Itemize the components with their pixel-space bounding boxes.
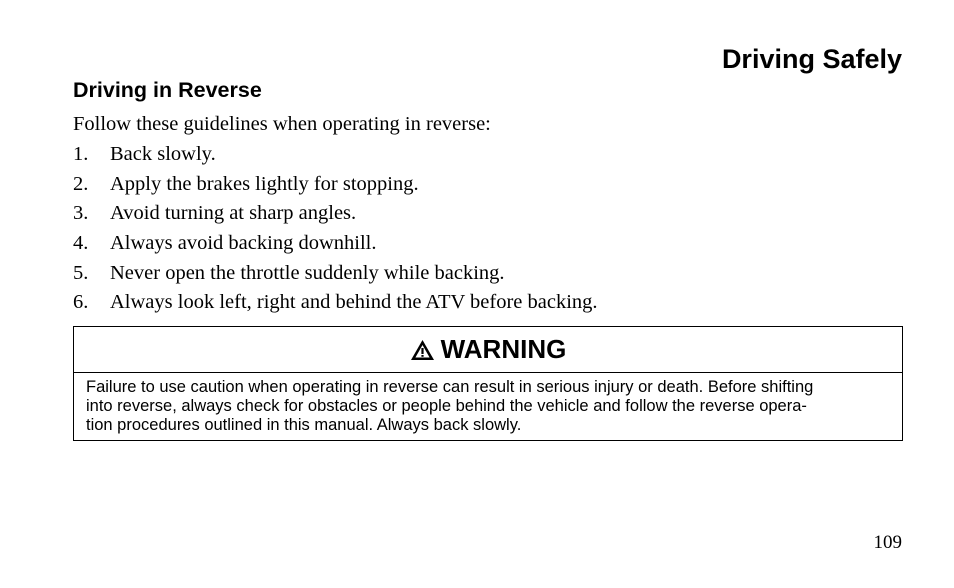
item-number: 5. [73, 261, 89, 284]
list-item [73, 231, 598, 261]
item-text: Avoid turning at sharp angles. [110, 202, 357, 225]
section-heading: Driving in Reverse [73, 78, 262, 102]
warning-text [74, 373, 902, 435]
item-text: Always look left, right and behind the ATV before backing. [110, 291, 598, 314]
list-item [73, 290, 598, 320]
list-item [73, 172, 598, 202]
item-text: Always avoid backing downhill. [110, 232, 377, 255]
item-number: 1. [73, 143, 89, 165]
warning-line: tion procedures outlined in this manual. Always back slowly. [86, 416, 522, 434]
guideline-list [73, 142, 598, 320]
chapter-title: Driving Safely [721, 44, 902, 74]
warning-header [74, 327, 902, 373]
list-item [73, 261, 598, 291]
list-item [73, 142, 598, 172]
warning-line: Failure to use caution when operating in reverse can result in serious injury or death. Before shifting [86, 378, 814, 396]
warning-line: into reverse, always check for obstacles or people behind the vehicle and follow the reverse opera- [86, 397, 807, 415]
warning-label: WARNING [440, 334, 567, 364]
item-text: Never open the throttle suddenly while backing. [110, 261, 505, 284]
item-number: 4. [73, 232, 89, 255]
warning-triangle-icon [410, 339, 435, 361]
list-item [73, 201, 598, 231]
item-text: Back slowly. [110, 143, 216, 165]
intro-paragraph: Follow these guidelines when operating in reverse: [73, 113, 491, 135]
item-number: 3. [73, 202, 89, 225]
item-text: Apply the brakes lightly for stopping. [110, 172, 419, 195]
item-number: 2. [73, 172, 89, 195]
page-number: 109 [873, 532, 902, 553]
item-number: 6. [73, 291, 89, 314]
warning-box [73, 326, 903, 441]
